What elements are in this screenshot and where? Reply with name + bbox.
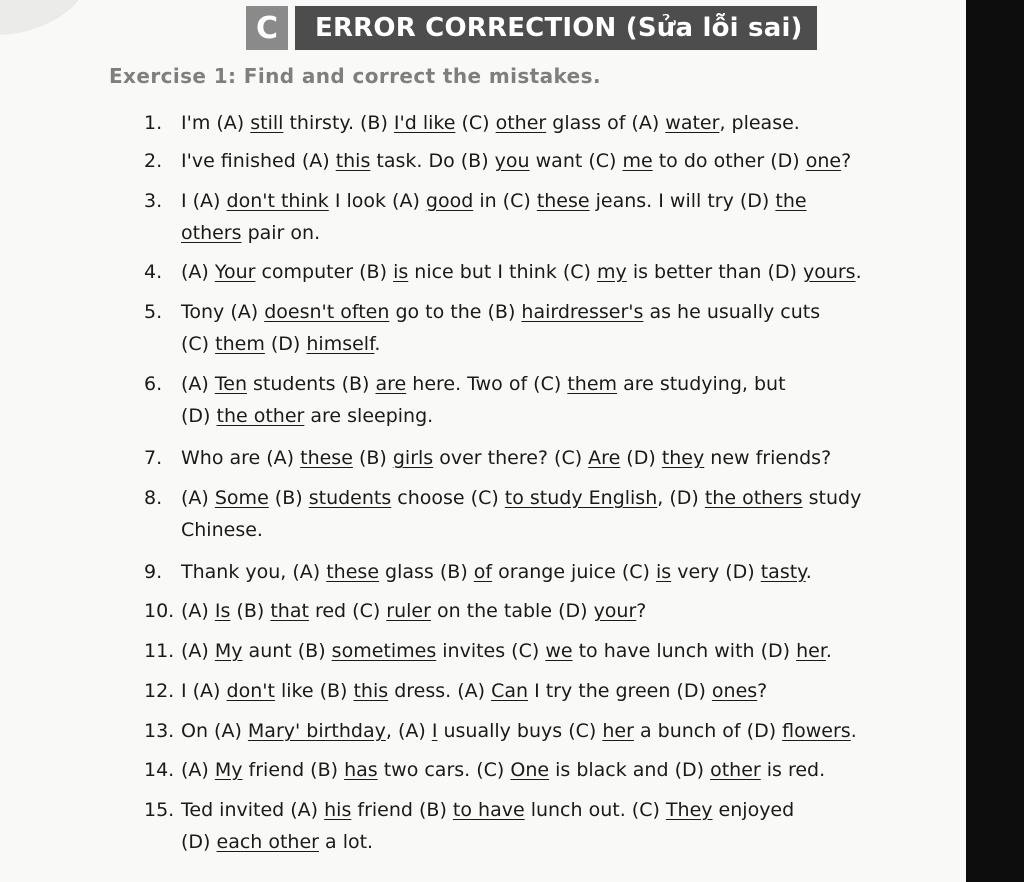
text-segment: usually buys (C) [437, 720, 603, 742]
question-text [181, 675, 767, 707]
text-segment: (D) [181, 831, 217, 853]
underlined-option: the [775, 190, 807, 212]
question-line [144, 556, 924, 588]
text-segment: Ted invited (A) [181, 799, 325, 821]
text-segment: (A) [181, 261, 215, 283]
text-segment: On (A) [181, 720, 248, 742]
text-segment: ? [636, 600, 647, 622]
underlined-option: hairdresser's [521, 301, 644, 323]
question-line [144, 185, 924, 217]
underlined-option: Can [491, 680, 529, 702]
question-item [144, 556, 924, 588]
underlined-option: ruler [386, 600, 431, 622]
question-text [181, 754, 825, 786]
question-number: 5. [144, 301, 163, 323]
underlined-option: My [214, 759, 243, 781]
text-segment: are studying, but [617, 373, 786, 395]
underlined-option: these [300, 447, 353, 469]
text-segment: . [805, 561, 812, 583]
question-line [144, 715, 924, 747]
question-number: 4. [144, 261, 163, 283]
underlined-option: they [661, 447, 705, 469]
text-segment: a lot. [318, 831, 374, 853]
text-segment: red (C) [308, 600, 387, 622]
text-segment: students (B) [246, 373, 376, 395]
underlined-option: others [181, 222, 242, 244]
text-segment: like (B) [274, 680, 354, 702]
question-item [144, 595, 924, 627]
underlined-option: her [796, 640, 826, 662]
question-text [181, 635, 832, 667]
underlined-option: girls [392, 447, 434, 469]
question-item [144, 296, 924, 360]
text-segment: here. Two of (C) [406, 373, 568, 395]
underlined-option: each other [216, 831, 319, 853]
underlined-option: you [494, 150, 530, 172]
question-text [181, 145, 851, 177]
question-item [144, 256, 924, 288]
question-number: 12. [144, 680, 175, 702]
question-text [181, 296, 820, 328]
underlined-option: yours [802, 261, 856, 283]
question-item [144, 794, 924, 858]
text-segment: (C) [455, 112, 496, 134]
text-segment: study [802, 487, 862, 509]
question-line [144, 675, 924, 707]
question-text [181, 442, 831, 474]
underlined-option: other [495, 112, 547, 134]
underlined-option: are [375, 373, 407, 395]
text-segment: , (A) [385, 720, 432, 742]
question-line [144, 595, 924, 627]
question-text [181, 107, 800, 139]
question-number: 6. [144, 373, 163, 395]
underlined-option: sometimes [331, 640, 437, 662]
text-segment: (A) [181, 759, 215, 781]
underlined-option: don't [226, 680, 275, 702]
question-line [144, 328, 924, 360]
question-number: 15. [144, 799, 175, 821]
text-segment: Thank you, (A) [181, 561, 327, 583]
question-text [181, 185, 807, 217]
underlined-option: these [326, 561, 380, 583]
text-segment: Tony (A) [181, 301, 265, 323]
question-text [181, 256, 862, 288]
text-segment: (B) [268, 487, 309, 509]
underlined-option: Some [214, 487, 269, 509]
text-segment: I've finished (A) [181, 150, 336, 172]
underlined-option: Your [214, 261, 256, 283]
question-line [144, 368, 924, 400]
question-line [144, 635, 924, 667]
underlined-option: They [665, 799, 713, 821]
question-item [144, 145, 924, 177]
question-line [144, 514, 924, 546]
text-segment: friend (B) [242, 759, 345, 781]
underlined-option: other [710, 759, 761, 781]
underlined-option: himself [306, 333, 375, 355]
question-line [144, 256, 924, 288]
question-line [144, 482, 924, 514]
text-segment: . [855, 261, 862, 283]
page-corner-shadow [0, 0, 98, 50]
section-banner [246, 6, 817, 50]
text-segment: lunch out. (C) [524, 799, 666, 821]
underlined-option: my [597, 261, 627, 283]
text-segment: glass (B) [379, 561, 474, 583]
question-number: 10. [144, 600, 175, 622]
text-segment: jeans. I will try (D) [589, 190, 776, 212]
text-segment: . [374, 333, 381, 355]
question-number: 14. [144, 759, 175, 781]
question-text [181, 368, 786, 400]
underlined-option: still [250, 112, 284, 134]
text-segment: go to the (B) [389, 301, 522, 323]
text-segment: ? [841, 150, 852, 172]
text-segment: in (C) [473, 190, 537, 212]
text-segment: a bunch of (D) [633, 720, 783, 742]
text-segment: friend (B) [351, 799, 453, 821]
text-segment: . [850, 720, 857, 742]
question-text [181, 482, 861, 514]
underlined-option: has [344, 759, 378, 781]
underlined-option: doesn't often [264, 301, 390, 323]
text-segment: two cars. (C) [377, 759, 511, 781]
text-segment: is red. [760, 759, 826, 781]
underlined-option: to study English [504, 487, 658, 509]
text-segment: , (D) [657, 487, 705, 509]
text-segment: I (A) [181, 190, 227, 212]
underlined-option: Ten [214, 373, 247, 395]
text-segment: dress. (A) [388, 680, 492, 702]
text-segment: (D) [620, 447, 662, 469]
text-segment: (D) [181, 405, 217, 427]
question-number: 7. [144, 447, 163, 469]
underlined-option: the others [704, 487, 803, 509]
underlined-option: flowers [782, 720, 851, 742]
text-segment: (C) [181, 333, 216, 355]
question-text [181, 328, 380, 360]
underlined-option: Mary' birthday [247, 720, 386, 742]
question-line [144, 754, 924, 786]
text-segment: Who are (A) [181, 447, 301, 469]
text-segment: over there? (C) [433, 447, 589, 469]
text-segment: glass of (A) [546, 112, 666, 134]
underlined-option: I'd like [393, 112, 456, 134]
question-item [144, 675, 924, 707]
text-segment: computer (B) [255, 261, 394, 283]
text-segment: I'm (A) [181, 112, 251, 134]
underlined-option: is [393, 261, 409, 283]
text-segment: (A) [181, 487, 215, 509]
text-segment: nice but I think (C) [408, 261, 598, 283]
text-segment: on the table (D) [430, 600, 594, 622]
question-number: 8. [144, 487, 163, 509]
text-segment: thirsty. (B) [283, 112, 394, 134]
underlined-option: his [324, 799, 352, 821]
text-segment: enjoyed [712, 799, 795, 821]
underlined-option: this [335, 150, 371, 172]
question-text [181, 715, 857, 747]
question-number: 3. [144, 190, 163, 212]
question-item [144, 185, 924, 249]
text-segment: as he usually cuts [643, 301, 821, 323]
underlined-option: the other [216, 405, 305, 427]
question-number: 2. [144, 150, 163, 172]
text-segment: to have lunch with (D) [572, 640, 797, 662]
underlined-option: one [805, 150, 842, 172]
question-number: 9. [144, 561, 163, 583]
underlined-option: me [622, 150, 653, 172]
question-line [144, 442, 924, 474]
text-segment: Chinese. [181, 519, 263, 541]
question-text [181, 595, 646, 627]
underlined-option: them [215, 333, 265, 355]
question-text [181, 556, 812, 588]
text-segment: ? [757, 680, 768, 702]
text-segment: (B) [352, 447, 393, 469]
text-segment: task. Do (B) [370, 150, 495, 172]
text-segment: want (C) [529, 150, 623, 172]
question-text [181, 400, 433, 432]
question-item [144, 482, 924, 546]
underlined-option: I [431, 720, 438, 742]
underlined-option: ones [711, 680, 758, 702]
question-number: 1. [144, 112, 163, 134]
question-item [144, 635, 924, 667]
text-segment: , please. [719, 112, 800, 134]
underlined-option: Is [214, 600, 231, 622]
text-segment: (A) [181, 373, 215, 395]
text-segment: I (A) [181, 680, 227, 702]
underlined-option: we [545, 640, 573, 662]
question-line [144, 145, 924, 177]
question-line [144, 107, 924, 139]
question-line [144, 794, 924, 826]
underlined-option: your [593, 600, 637, 622]
question-item [144, 368, 924, 432]
text-segment: (D) [264, 333, 307, 355]
text-segment: very (D) [671, 561, 761, 583]
text-segment: choose (C) [391, 487, 505, 509]
underlined-option: don't think [226, 190, 329, 212]
question-line [144, 296, 924, 328]
text-segment: pair on. [241, 222, 321, 244]
text-segment: (B) [230, 600, 271, 622]
underlined-option: tasty [760, 561, 806, 583]
text-segment: I look (A) [328, 190, 426, 212]
text-segment: aunt (B) [242, 640, 332, 662]
question-text [181, 514, 263, 546]
text-segment: I try the green (D) [528, 680, 712, 702]
underlined-option: One [510, 759, 550, 781]
question-item [144, 754, 924, 786]
section-title: ERROR CORRECTION (Sửa lỗi sai) [295, 6, 817, 50]
exercise-heading: Exercise 1: Find and correct the mistakes. [109, 64, 601, 88]
question-item [144, 107, 924, 139]
question-text [181, 794, 794, 826]
text-segment: (A) [181, 640, 215, 662]
underlined-option: My [214, 640, 243, 662]
question-text [181, 217, 320, 249]
underlined-option: of [473, 561, 493, 583]
underlined-option: students [308, 487, 392, 509]
text-segment: (A) [181, 600, 215, 622]
text-segment: is better than (D) [626, 261, 803, 283]
underlined-option: is [655, 561, 672, 583]
underlined-option: them [567, 373, 618, 395]
underlined-option: these [536, 190, 590, 212]
text-segment: to do other (D) [652, 150, 806, 172]
text-segment: . [825, 640, 832, 662]
underlined-option: her [602, 720, 634, 742]
section-letter: C [246, 6, 288, 50]
scan-right-edge [966, 0, 1024, 882]
text-segment: is black and (D) [549, 759, 711, 781]
question-line [144, 400, 924, 432]
underlined-option: to have [452, 799, 525, 821]
question-line [144, 826, 924, 858]
question-item [144, 442, 924, 474]
question-number: 13. [144, 720, 175, 742]
question-text [181, 826, 373, 858]
underlined-option: Are [588, 447, 621, 469]
text-segment: orange juice (C) [492, 561, 656, 583]
text-segment: are sleeping. [304, 405, 434, 427]
question-line [144, 217, 924, 249]
underlined-option: good [425, 190, 474, 212]
underlined-option: this [353, 680, 389, 702]
text-segment: invites (C) [436, 640, 546, 662]
underlined-option: water [665, 112, 720, 134]
underlined-option: that [270, 600, 309, 622]
text-segment: new friends? [704, 447, 832, 469]
question-number: 11. [144, 640, 175, 662]
question-item [144, 715, 924, 747]
